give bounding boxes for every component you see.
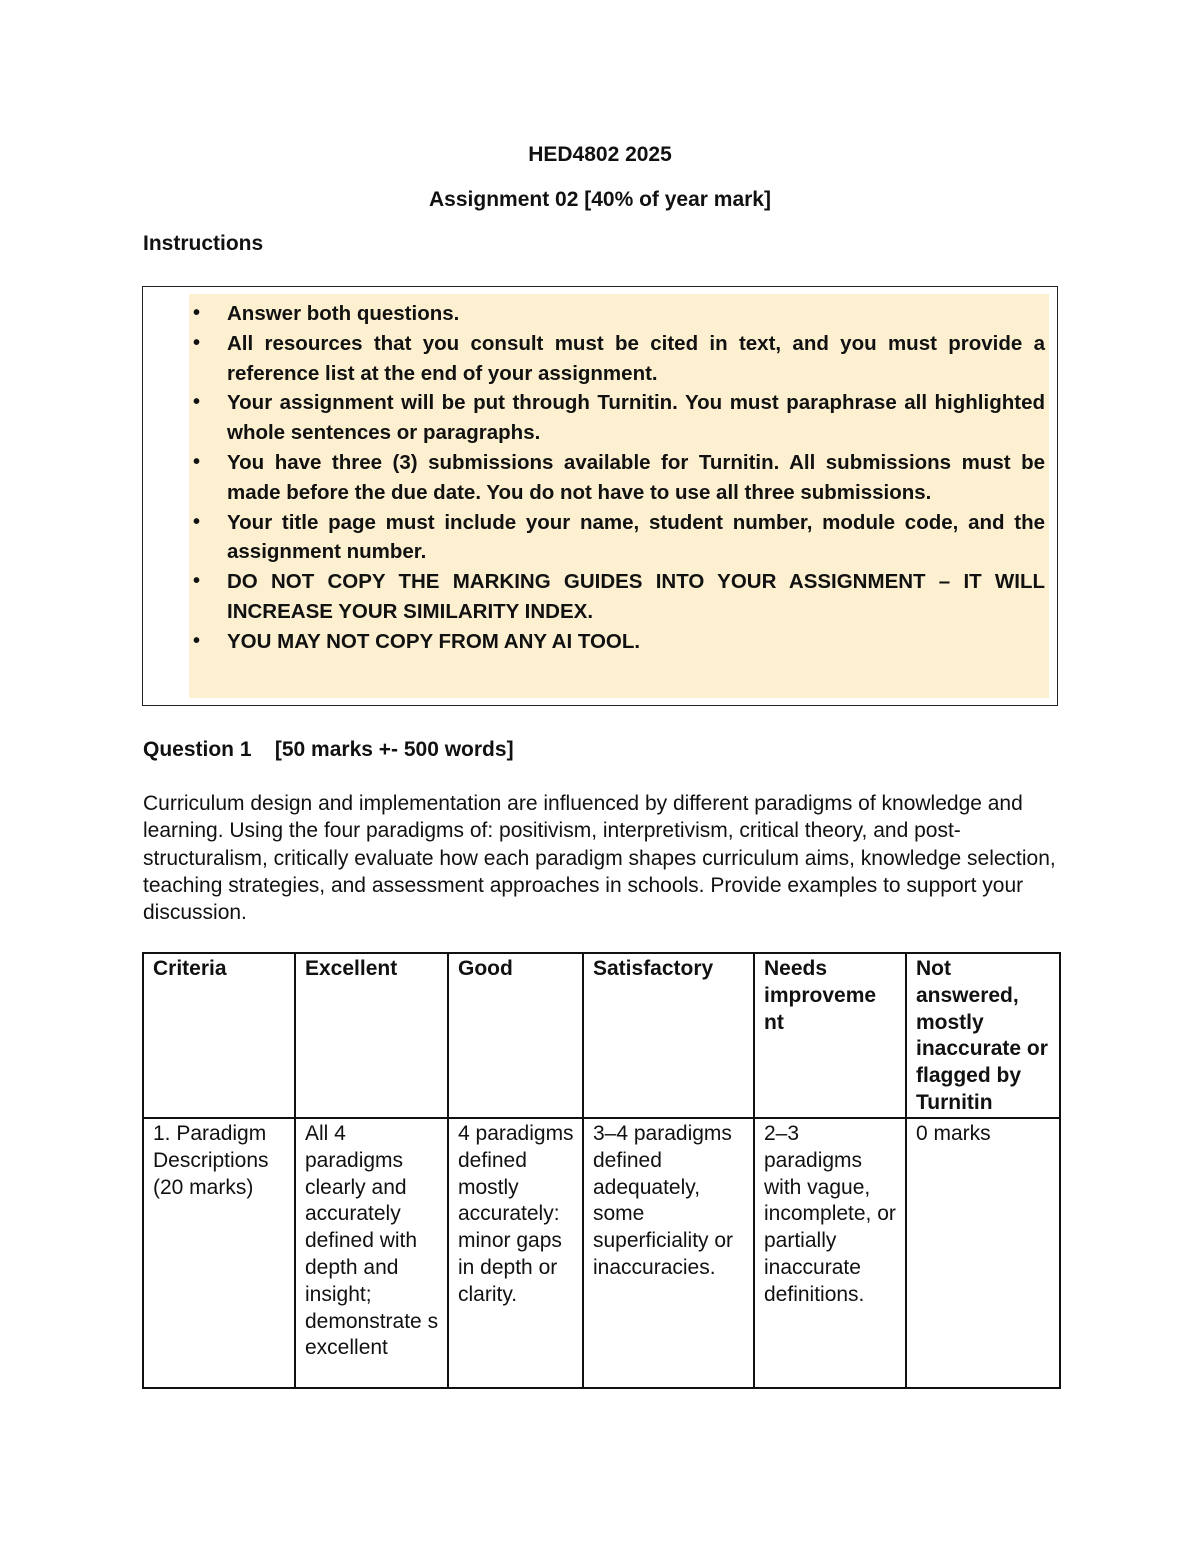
rubric-header-good: Good <box>448 953 583 1118</box>
assignment-subtitle: Assignment 02 [40% of year mark] <box>429 188 771 211</box>
rubric-header-criteria: Criteria <box>143 953 295 1118</box>
instructions-heading: Instructions <box>143 232 264 255</box>
instruction-item: • You have three (3) submissions available for Turnitin. All submissions must be made before the due date. You do not have to use all three submissions. <box>143 448 1049 508</box>
marking-rubric-table <box>142 952 1061 1389</box>
rubric-cell-satisfactory: 3–4 paradigms defined adequately, some superficiality or inaccuracies. <box>583 1118 754 1388</box>
instruction-item: • Answer both questions. <box>143 299 1049 329</box>
rubric-header-needs-improvement: Needs improveme nt <box>754 953 906 1118</box>
rubric-cell-needs-improvement: 2–3 paradigms with vague, incomplete, or partially inaccurate definitions. <box>754 1118 906 1388</box>
rubric-header-row <box>143 953 1060 1118</box>
instructions-box <box>142 286 1058 706</box>
rubric-header-excellent: Excellent <box>295 953 448 1118</box>
table-row <box>143 1118 1060 1388</box>
instruction-item: • Your assignment will be put through Turnitin. You must paraphrase all highlighted whole sentences or paragraphs. <box>143 388 1049 448</box>
rubric-cell-not-answered: 0 marks <box>906 1118 1060 1388</box>
instruction-item: • Your title page must include your name, student number, module code, and the assignment number. <box>143 508 1049 568</box>
instruction-item: • DO NOT COPY THE MARKING GUIDES INTO YOUR ASSIGNMENT – IT WILL INCREASE YOUR SIMILARITY INDEX. <box>143 567 1049 627</box>
rubric-header-not-answered: Not answered, mostly inaccurate or flagged by Turnitin <box>906 953 1060 1118</box>
instruction-item: • YOU MAY NOT COPY FROM ANY AI TOOL. <box>143 627 1049 657</box>
document-title: HED4802 2025 <box>528 143 672 166</box>
rubric-cell-excellent: All 4 paradigms clearly and accurately defined with depth and insight; demonstrate s excellent <box>295 1118 448 1388</box>
question-1-heading: Question 1 [50 marks +- 500 words] <box>143 738 514 761</box>
instructions-list <box>143 299 1049 657</box>
rubric-cell-criteria: 1. Paradigm Descriptions (20 marks) <box>143 1118 295 1388</box>
instruction-item: • All resources that you consult must be cited in text, and you must provide a reference list at the end of your assignment. <box>143 329 1049 389</box>
rubric-cell-good: 4 paradigms defined mostly accurately: minor gaps in depth or clarity. <box>448 1118 583 1388</box>
question-1-body: Curriculum design and implementation are influenced by different paradigms of knowledge and learning. Using the four paradigms of: positivism, interpretivism, critical theory, and post-structuralism, critically evaluate how each paradigm shapes curriculum aims, knowledge selection, teaching strategies, and assessment approaches in schools. Provide examples to support your discussion. <box>143 792 1056 925</box>
rubric-header-satisfactory: Satisfactory <box>583 953 754 1118</box>
